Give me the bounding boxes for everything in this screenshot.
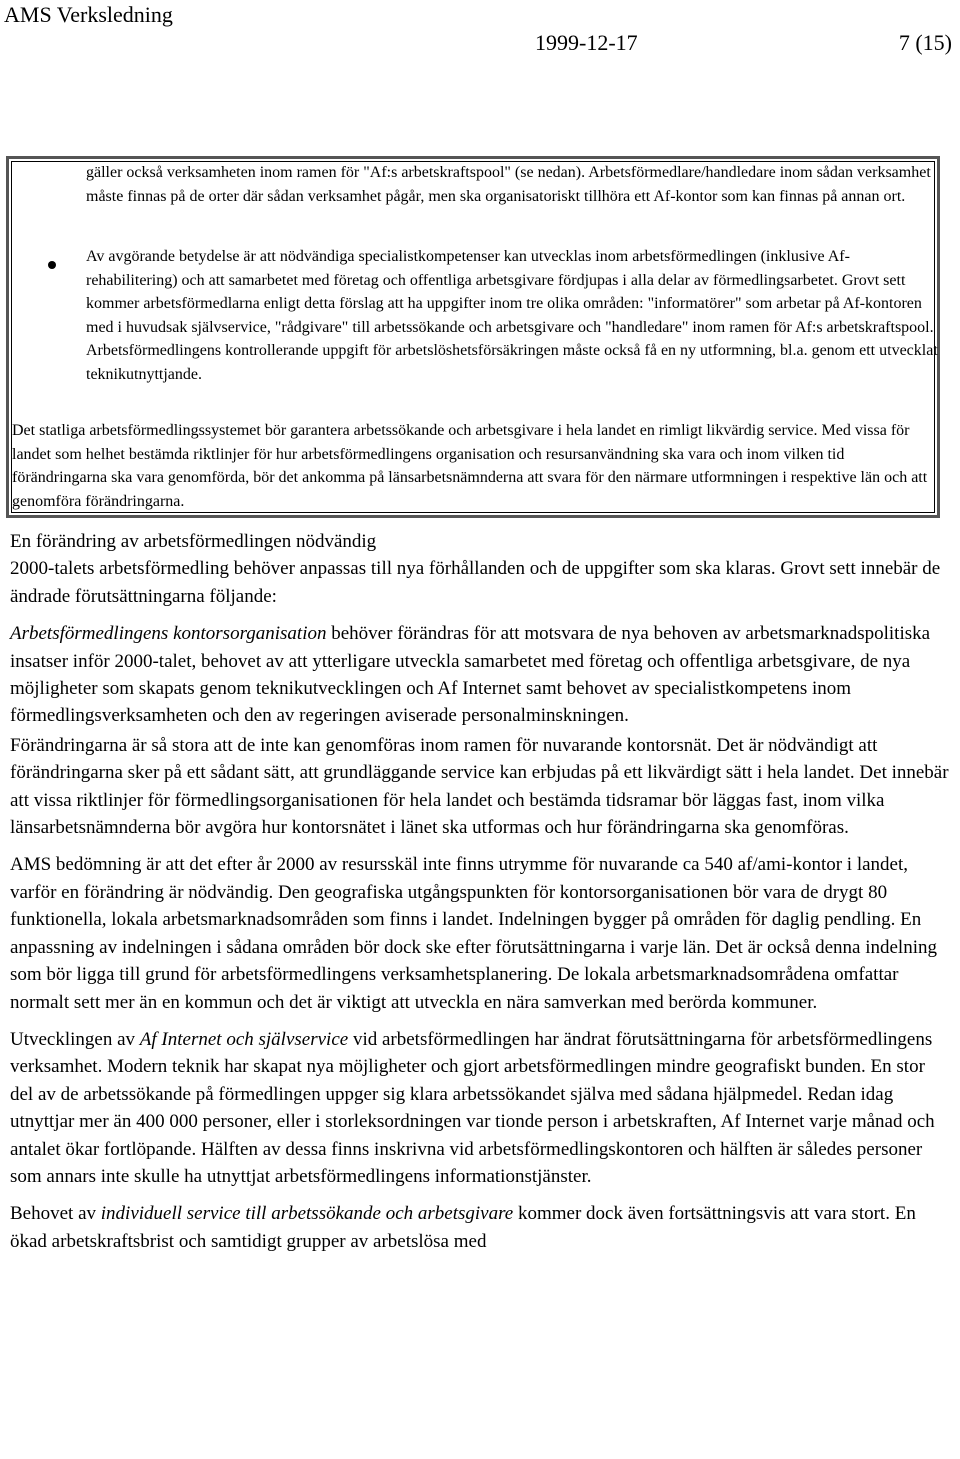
paragraph-af-internet bbox=[10, 1026, 950, 1190]
box-continuation-text: gäller också verksamheten inom ramen för "Af:s arbetskraftspool" (se nedan). Arbetsförmedlare/handledare inom sådan verksamhet måste finnas på de orter där sådan verksamhet pågår, men ska organisatoriskt tillhöra ett Af-kontor som kan finnas på annan ort. bbox=[86, 164, 931, 205]
paragraph-ams-bedomning: AMS bedömning är att det efter år 2000 av resursskäl inte finns utrymme för nuvarande ca 540 af/ami-kontor i landet, varför en förändring är nödvändig. Den geografiska utgångspunkten för kontorsorganisationen bör vara de drygt 80 funktionella, lokala arbetsmarknadsområden som finns i landet. Indelningen bygger på områden för daglig pendling. En anpassning av indelningen i sådana områden bör dock ske efter förutsättningarna i varje län. Det är också denna indelning som bör ligga till grund för arbetsförmedlingens verksamhetsplanering. De lokala arbetsmarknadsområdena omfattar normalt sett mer än en kommun och det är viktigt att utveckla en nära samverkan med berörda kommuner. bbox=[10, 854, 937, 1013]
paragraph-af-internet-italic: Af Internet och självservice bbox=[139, 1028, 349, 1050]
intro-paragraph: 2000-talets arbetsförmedling behöver anpassas till nya förhållanden och de uppgifter som ska klaras. Grovt sett innebär de ändrade förutsättningarna följande: bbox=[10, 558, 941, 607]
paragraph-individuell-service-start: Behovet av bbox=[10, 1203, 101, 1225]
paragraph-af-internet-start: Utvecklingen av bbox=[10, 1028, 140, 1050]
paragraph-forandringarna: Förändringarna är så stora att de inte kan genomföras inom ramen för nuvarande kontorsnät. Det är nödvändigt att förändringarna sker på ett sådant sätt, att grundläggande service kan erbjudas på ett likvärdigt sätt i hela landet. Det innebär att vissa riktlinjer för förmedlingsorganisationen för hela landet och bestämda tidsramar bör läggas fast, inom vilka länsarbetsnämnderna bör avgöra hur kontorsnätet i länet ska utformas och hur förändringarna ska genomföras. bbox=[10, 734, 949, 839]
header-organization: AMS Verksledning bbox=[4, 2, 173, 27]
paragraph-kontorsorganisation-text: behöver förändras för att motsvara de nya behoven av arbetsmarknadspolitiska insatser inför 2000-talet, behovet av att ytterligare utveckla samarbetet med företag och offentliga arbetsgivare, de nya möjligheter som skapats genom teknikutvecklingen och Af Internet samt behovet av specialistkompetens inom förmedlingsverksamheten och den av regeringen aviserade personalminskningen. bbox=[10, 623, 931, 727]
box-closing-text: Det statliga arbetsförmedlingssystemet bör garantera arbetssökande och arbetsgivare i hela landet en rimligt likvärdig service. Med vissa för landet som helhet bestämda riktlinjer för hur arbetsförmedlingens organisation och resursanvändning ska vara och inom vilken tid förändringarna ska vara genomförda, bör det ankomma på länsarbetsnämnderna att svara för den närmare utformningen i respektive län och att genomföra förändringarna. bbox=[12, 422, 928, 510]
section-heading: En förändring av arbetsförmedlingen nödvändig bbox=[10, 531, 377, 552]
paragraph-individuell-service-text: kommer dock även fortsättningsvis att vara stort. En ökad arbetskraftsbrist och samtidigt grupper av arbetslösa med bbox=[10, 1203, 916, 1252]
document-body bbox=[10, 528, 950, 1255]
paragraph-individuell-service-italic: individuell service till arbetssökande och arbetsgivare bbox=[100, 1203, 514, 1225]
header-date: 1999-12-17 bbox=[535, 30, 638, 55]
paragraph-individuell-service bbox=[10, 1200, 950, 1255]
bullet-icon bbox=[48, 261, 56, 269]
header-page-number: 7 (15) bbox=[898, 30, 952, 55]
box-bullet-text: Av avgörande betydelse är att nödvändiga specialistkompetenser kan utvecklas inom arbetsförmedlingen (inklusive Af-rehabilitering) och att samarbetet med företag och offentliga arbetsgivare fördjupas i alla delar av förmedlingsarbetet. Grovt sett kommer arbetsförmedlarna enligt detta förslag att ha uppgifter inom tre olika områden: "informatörer" som arbetar på Af-kontoren med i huvudsak självservice, "rådgivare" till arbetssökande och arbetsgivare och "handledare" inom ramen för Af:s arbetskraftspool. Arbetsförmedlingens kontrollerande uppgift för arbetslöshetsförsäkringen måste också få en ny utformning, bl.a. genom ett utvecklat teknikutnyttjande. bbox=[86, 248, 938, 383]
page-header bbox=[0, 0, 960, 60]
paragraph-kontorsorganisation bbox=[10, 620, 950, 730]
paragraph-af-internet-text: vid arbetsförmedlingen har ändrat förutsättningarna för arbetsförmedlingens verksamhet. Modern teknik har skapat nya möjligheter och gjort arbetsförmedlingen mindre geografiskt bunden. En stor del av de arbetssökande på förmedlingen uppger sig klara arbetssökandet själva med sådana hjälpmedel. Redan idag utnyttjar mer än 400 000 personer, eller i storleksordningen var tionde person i arbetskraften, Af Internet varje månad och antalet ökar fortlöpande. Hälften av dessa finns inskrivna vid arbetsförmedlingskontoren och hälften är således personer som annars inte skulle ha utnyttjat arbetsförmedlingens informationstjänster. bbox=[10, 1028, 935, 1187]
paragraph-kontorsorganisation-italic: Arbetsförmedlingens kontorsorganisation bbox=[10, 623, 327, 645]
framed-proposal-box bbox=[6, 156, 940, 518]
